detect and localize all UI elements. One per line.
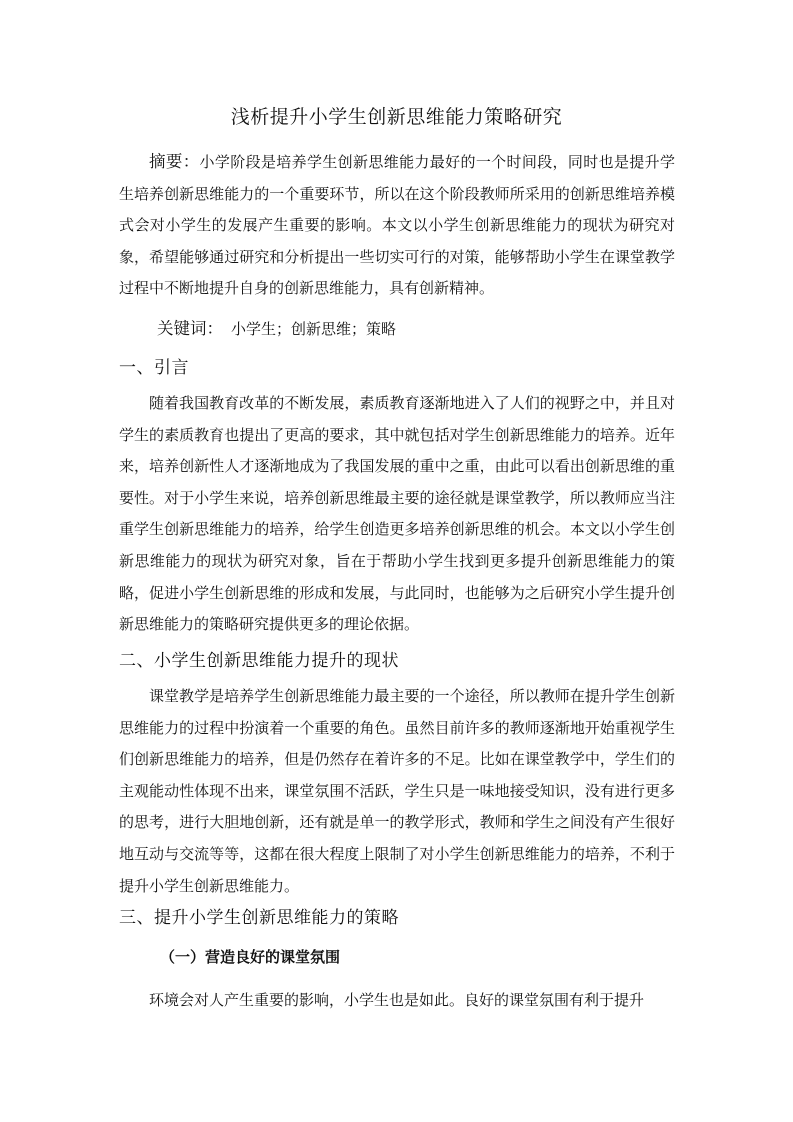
section-paragraph-strategies: 环境会对人产生重要的影响，小学生也是如此。良好的课堂氛围有利于提升 — [149, 991, 645, 1009]
keywords-label: 关键词： — [157, 319, 223, 338]
abstract-text: 小学阶段是培养学生创新思维能力最好的一个时间段，同时也是提升学生培养创新思维能力的一个重要环节，所以在这个阶段教师所采用的创新思维培养模式会对小学生的发展产生重要的影响。本文以小学生创新思维能力的现状为研究对象，希望能够通过研究和分析提出一些切实可行的对策，能够帮助小学生在课堂教学过程中不断地提升自身的创新思维能力，具有创新精神。 — [119, 153, 675, 298]
keywords-line — [157, 315, 396, 339]
abstract-label: 摘要： — [149, 152, 200, 171]
section-heading-introduction: 一、引言 — [119, 358, 189, 378]
section-heading-status: 二、小学生创新思维能力提升的现状 — [119, 651, 399, 671]
section-paragraph-status: 课堂教学是培养学生创新思维能力最主要的一个途径，所以教师在提升学生创新思维能力的过程中扮演着一个重要的角色。虽然目前许多的教师逐渐地开始重视学生们创新思维能力的培养，但是仍然存在着许多的不足。比如在课堂教学中，学生们的主观能动性体现不出来，课堂氛围不活跃，学生只是一味地接受知识，没有进行更多的思考，进行大胆地创新，还有就是单一的教学形式，教师和学生之间没有产生很好地互动与交流等等，这都在很大程度上限制了对小学生创新思维能力的培养，不利于提升小学生创新思维能力。 — [119, 687, 675, 895]
document-title: 浅析提升小学生创新思维能力策略研究 — [230, 106, 563, 128]
section-paragraph-introduction: 随着我国教育改革的不断发展，素质教育逐渐地进入了人们的视野之中，并且对学生的素质教育也提出了更高的要求，其中就包括对学生创新思维能力的培养。近年来，培养创新性人才逐渐地成为了我国发展的重中之重，由此可以看出创新思维的重要性。对于小学生来说，培养创新思维最主要的途径就是课堂教学，所以教师应当注重学生创新思维能力的培养，给学生创造更多培养创新思维的机会。本文以小学生创新思维能力的现状为研究对象，旨在于帮助小学生找到更多提升创新思维能力的策略，促进小学生创新思维的形成和发展，与此同时，也能够为之后研究小学生提升创新思维能力的策略研究提供更多的理论依据。 — [119, 394, 675, 634]
abstract-paragraph — [119, 146, 675, 305]
keywords-text: 小学生；创新思维；策略 — [231, 320, 397, 338]
section-heading-strategies: 三、提升小学生创新思维能力的策略 — [119, 908, 399, 928]
subsection-heading-classroom-atmosphere: （一）营造良好的课堂氛围 — [160, 948, 341, 966]
